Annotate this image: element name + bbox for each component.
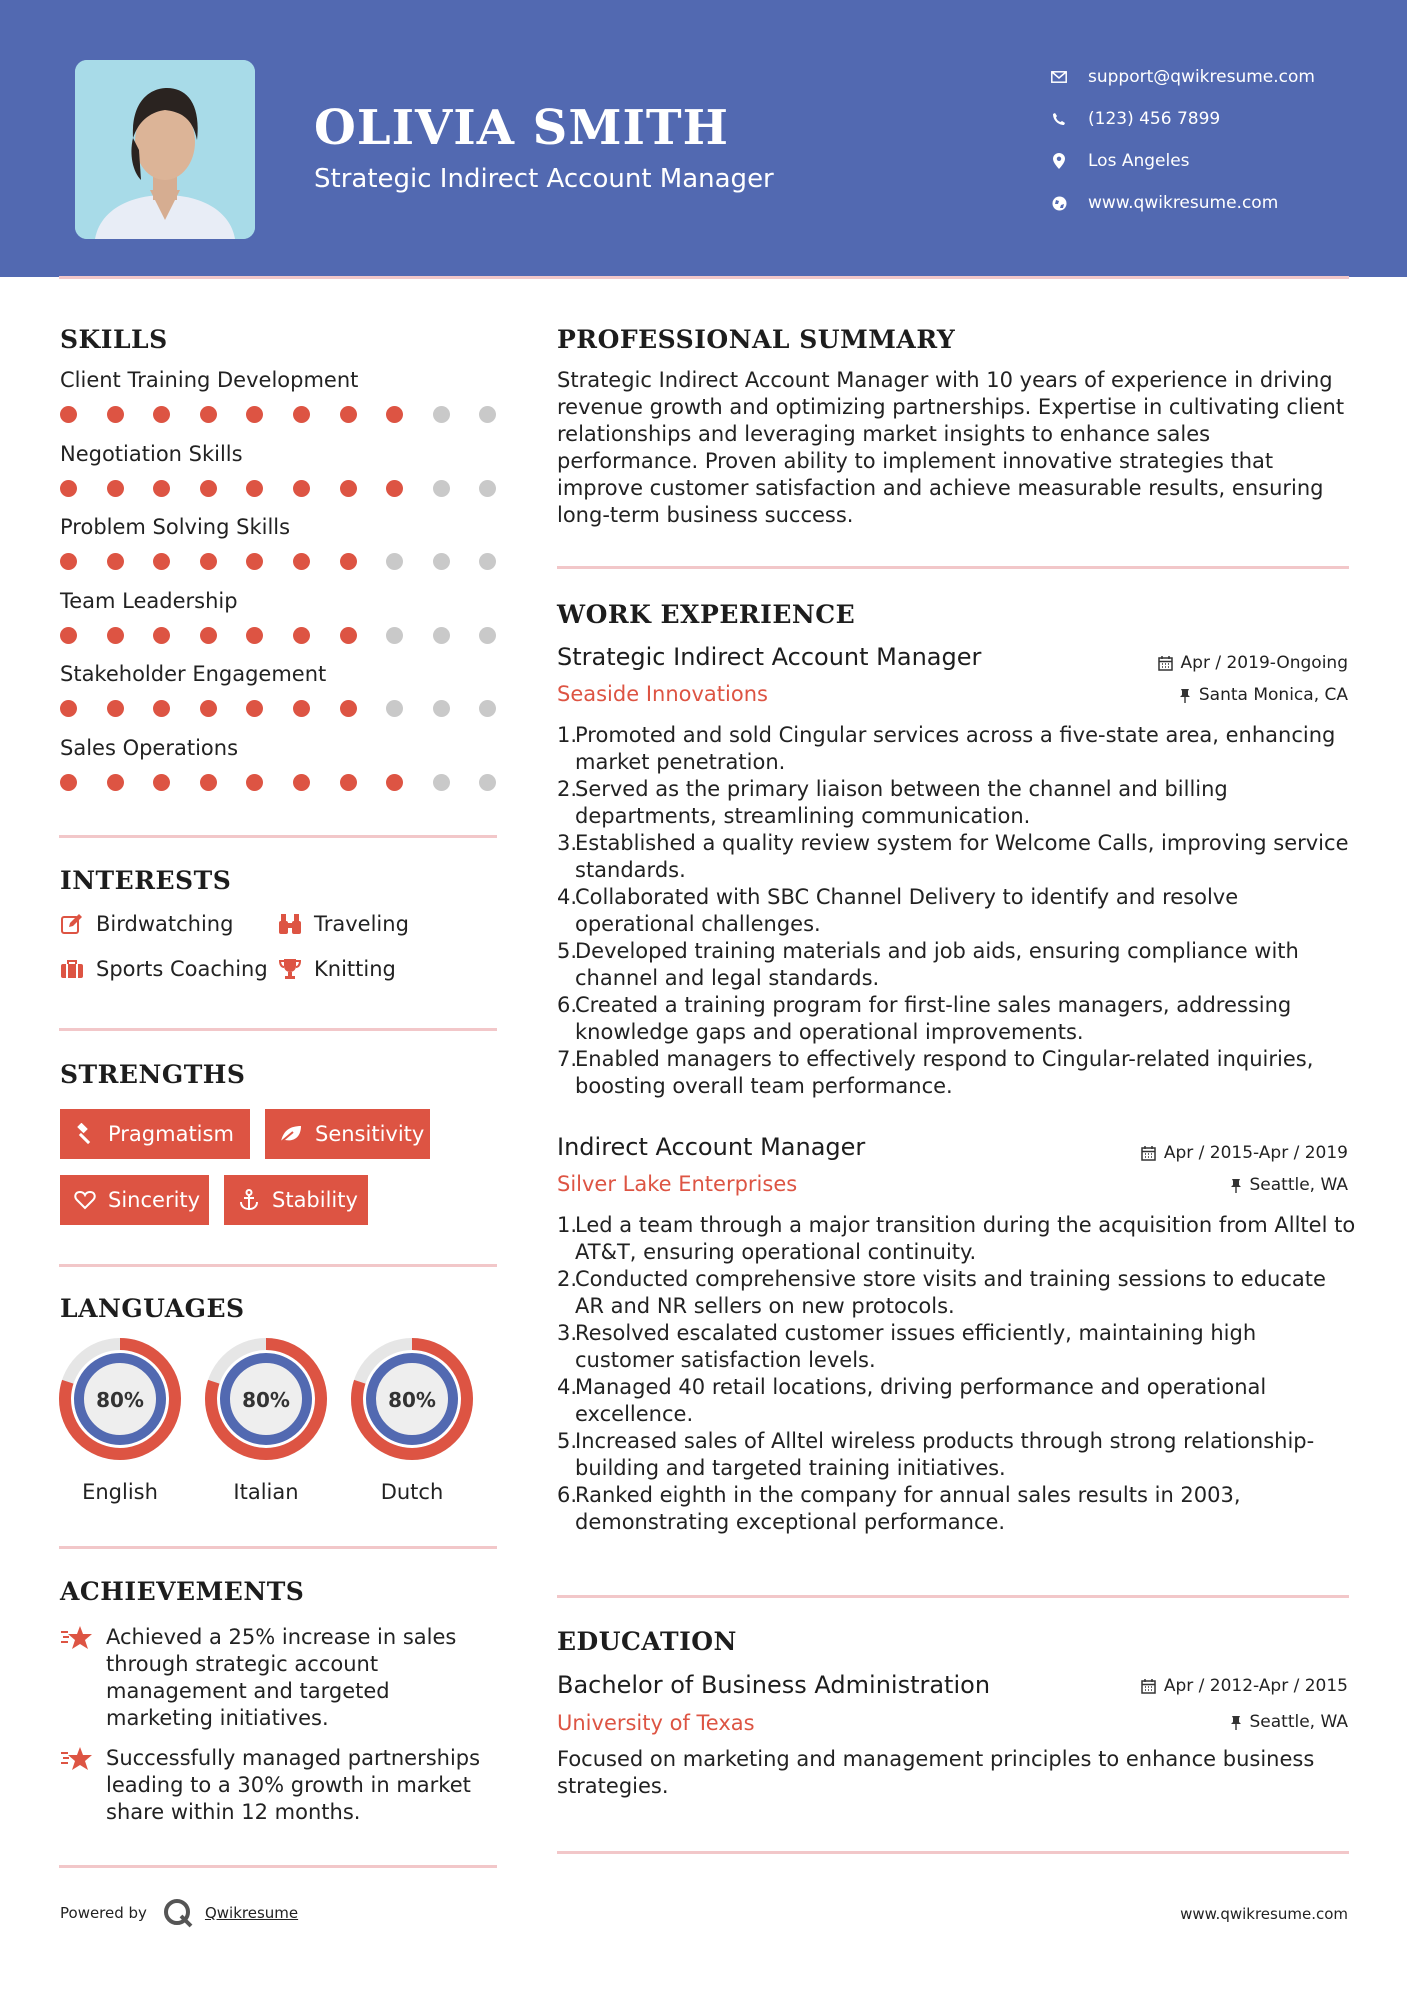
job-dates-text: Apr / 2015-Apr / 2019 <box>1163 1143 1348 1163</box>
skills-heading: SKILLS <box>60 325 168 354</box>
trophy-icon <box>278 957 302 981</box>
gavel-icon <box>74 1123 96 1145</box>
rating-dot <box>60 480 77 497</box>
rating-dot <box>246 700 263 717</box>
rating-dot <box>60 627 77 644</box>
language-item <box>59 1338 181 1504</box>
bullet-number: 6. <box>557 1483 578 1507</box>
rating-dot <box>153 553 170 570</box>
skill-rating <box>60 480 526 497</box>
briefcase-icon <box>60 957 84 981</box>
powered-by-text: Powered by <box>60 1904 147 1922</box>
binoculars-icon <box>278 912 302 936</box>
language-gauge <box>59 1338 181 1460</box>
education-location-text: Seattle, WA <box>1249 1712 1348 1732</box>
job-bullets <box>557 1212 1357 1536</box>
map-pin-icon <box>1048 153 1070 169</box>
interest-birdwatching <box>60 912 233 936</box>
bullet-number: 7. <box>557 1047 578 1071</box>
rating-dot <box>200 406 217 423</box>
achievement-text: Successfully managed partnerships leading to a 30% growth in market share within 12 months. <box>106 1746 481 1824</box>
skill-rating <box>60 406 526 423</box>
bullet-text: Increased sales of Alltel wireless products through strong relationship-building and targeted training initiatives. <box>575 1429 1315 1480</box>
education-dates <box>1141 1676 1348 1696</box>
rating-dot <box>200 480 217 497</box>
candidate-title: Strategic Indirect Account Manager <box>314 164 774 194</box>
bullet-text: Enabled managers to effectively respond to Cingular-related inquiries, boosting overall team performance. <box>575 1047 1314 1098</box>
bullet-text: Managed 40 retail locations, driving performance and operational excellence. <box>575 1375 1267 1426</box>
languages-heading: LANGUAGES <box>60 1294 245 1323</box>
rating-dot <box>153 700 170 717</box>
rating-dot <box>153 406 170 423</box>
school-name: University of Texas <box>557 1711 755 1735</box>
job-bullet <box>557 1482 1357 1536</box>
contact-location <box>1048 140 1315 182</box>
rating-dot <box>107 700 124 717</box>
rating-dot <box>386 480 403 497</box>
rating-dot <box>340 480 357 497</box>
rating-dot <box>60 553 77 570</box>
rating-dot <box>433 406 450 423</box>
education-divider <box>557 1851 1349 1854</box>
achievement-item <box>60 1624 486 1732</box>
bullet-text: Established a quality review system for Welcome Calls, improving service standards. <box>575 831 1349 882</box>
candidate-name: OLIVIA SMITH <box>314 100 729 156</box>
rating-dot <box>246 480 263 497</box>
language-item <box>205 1338 327 1504</box>
strength-label: Pragmatism <box>108 1122 234 1146</box>
rating-dot <box>293 406 310 423</box>
job-bullet <box>557 938 1357 992</box>
bullet-text: Developed training materials and job aids, ensuring compliance with channel and legal standards. <box>575 939 1299 990</box>
rating-dot <box>386 553 403 570</box>
rating-dot <box>386 627 403 644</box>
job-bullet <box>557 722 1357 776</box>
rating-dot <box>340 627 357 644</box>
contact-website[interactable] <box>1048 182 1315 224</box>
calendar-icon <box>1141 1146 1156 1161</box>
summary-heading: PROFESSIONAL SUMMARY <box>557 325 956 354</box>
rating-dot <box>200 553 217 570</box>
skill-label: Stakeholder Engagement <box>60 662 327 686</box>
education-description: Focused on marketing and management principles to enhance business strategies. <box>557 1747 1315 1798</box>
bullet-number: 5. <box>557 939 578 963</box>
rating-dot <box>293 774 310 791</box>
job-title: Indirect Account Manager <box>557 1133 866 1161</box>
qwikresume-link[interactable]: Qwikresume <box>204 1904 299 1922</box>
skill-rating <box>60 700 526 717</box>
job-dates <box>1141 1143 1348 1163</box>
rating-dot <box>340 553 357 570</box>
contact-phone[interactable] <box>1048 98 1315 140</box>
achievements-heading: ACHIEVEMENTS <box>60 1577 305 1606</box>
skill-label: Sales Operations <box>60 735 239 760</box>
rating-dot <box>433 627 450 644</box>
calendar-icon <box>1141 1679 1156 1694</box>
skill-rating <box>60 627 526 644</box>
skills-divider <box>59 835 497 838</box>
skill-label: Negotiation Skills <box>60 441 243 466</box>
job-bullet <box>557 992 1357 1046</box>
interest-traveling <box>278 912 409 936</box>
interest-sports-coaching <box>60 957 268 981</box>
interest-label: Sports Coaching <box>96 957 268 981</box>
bullet-text: Collaborated with SBC Channel Delivery to identify and resolve operational challenges. <box>575 885 1239 936</box>
skill-rating <box>60 774 526 791</box>
bullet-number: 3. <box>557 831 578 855</box>
rating-dot <box>433 480 450 497</box>
job-company: Silver Lake Enterprises <box>557 1172 798 1196</box>
interest-label: Birdwatching <box>96 912 234 936</box>
language-gauge <box>205 1338 327 1460</box>
contact-list <box>1048 56 1315 224</box>
job-bullet <box>557 1212 1357 1266</box>
rating-dot <box>107 553 124 570</box>
job-bullet <box>557 1266 1357 1320</box>
strength-stability <box>224 1175 368 1225</box>
bullet-text: Promoted and sold Cingular services across a five-state area, enhancing market penetration. <box>575 723 1336 774</box>
bullet-text: Resolved escalated customer issues efficiently, maintaining high customer satisfaction levels. <box>575 1321 1257 1372</box>
contact-email[interactable] <box>1048 56 1315 98</box>
rating-dot <box>340 700 357 717</box>
rating-dot <box>479 700 496 717</box>
bullet-text: Created a training program for first-line sales managers, addressing knowledge gaps and operational improvements. <box>575 993 1292 1044</box>
rating-dot <box>246 627 263 644</box>
globe-icon <box>1048 196 1070 211</box>
star-badge-icon <box>60 1624 96 1732</box>
pushpin-icon <box>1179 688 1191 703</box>
bullet-text: Ranked eighth in the company for annual sales results in 2003, demonstrating exceptional performance. <box>575 1483 1241 1534</box>
qwikresume-logo-icon <box>163 1898 193 1928</box>
location-text: Los Angeles <box>1088 151 1190 171</box>
email-text[interactable]: support@qwikresume.com <box>1088 67 1315 87</box>
rating-dot <box>107 480 124 497</box>
achievement-text: Achieved a 25% increase in sales through strategic account management and targeted marketing initiatives. <box>106 1625 457 1730</box>
skill-label: Client Training Development <box>60 368 359 392</box>
bullet-number: 3. <box>557 1321 578 1345</box>
resume-header <box>0 0 1407 277</box>
star-badge-icon <box>60 1745 96 1826</box>
pushpin-icon <box>1230 1178 1242 1193</box>
job-location-text: Santa Monica, CA <box>1198 685 1348 705</box>
rating-dot <box>246 774 263 791</box>
language-label: Italian <box>233 1480 299 1504</box>
rating-dot <box>433 774 450 791</box>
rating-dot <box>293 553 310 570</box>
phone-icon <box>1048 112 1070 126</box>
job-dates <box>1158 653 1348 673</box>
bullet-number: 2. <box>557 777 578 801</box>
interests-divider <box>59 1028 497 1031</box>
strength-label: Stability <box>272 1188 358 1212</box>
rating-dot <box>340 774 357 791</box>
job-title: Strategic Indirect Account Manager <box>557 643 982 671</box>
rating-dot <box>107 627 124 644</box>
job-bullet <box>557 1320 1357 1374</box>
rating-dot <box>60 774 77 791</box>
experience-heading: WORK EXPERIENCE <box>557 600 856 629</box>
degree-title: Bachelor of Business Administration <box>557 1671 991 1699</box>
job-location <box>1230 1175 1349 1195</box>
interest-label: Traveling <box>314 912 409 936</box>
rating-dot <box>60 406 77 423</box>
rating-dot <box>479 406 496 423</box>
strength-sincerity <box>60 1175 209 1225</box>
job-location-text: Seattle, WA <box>1249 1175 1348 1195</box>
job-bullet <box>557 830 1357 884</box>
website-text[interactable]: www.qwikresume.com <box>1088 193 1279 213</box>
rating-dot <box>153 774 170 791</box>
strengths-heading: STRENGTHS <box>60 1060 246 1089</box>
experience-divider <box>557 1595 1349 1598</box>
achievement-item <box>60 1745 486 1826</box>
rating-dot <box>200 627 217 644</box>
rating-dot <box>386 700 403 717</box>
rating-dot <box>479 553 496 570</box>
bullet-number: 1. <box>557 1213 578 1237</box>
skill-label: Problem Solving Skills <box>60 515 291 539</box>
rating-dot <box>479 627 496 644</box>
job-bullet <box>557 884 1357 938</box>
rating-dot <box>200 700 217 717</box>
skill-rating <box>60 553 526 570</box>
rating-dot <box>340 406 357 423</box>
bullet-text: Conducted comprehensive store visits and training sessions to educate AR and NR sellers on new protocols. <box>575 1267 1326 1318</box>
job-dates-text: Apr / 2019-Ongoing <box>1180 653 1348 673</box>
job-bullet <box>557 1428 1357 1482</box>
bullet-number: 6. <box>557 993 578 1017</box>
job-company: Seaside Innovations <box>557 682 768 706</box>
calendar-icon <box>1158 656 1173 671</box>
language-percent: 80% <box>242 1388 290 1412</box>
bullet-number: 5. <box>557 1429 578 1453</box>
heart-icon <box>74 1190 96 1210</box>
leaf-icon <box>279 1124 303 1144</box>
strength-label: Sensitivity <box>315 1122 425 1146</box>
anchor-icon <box>238 1189 260 1211</box>
rating-dot <box>479 480 496 497</box>
job-bullet <box>557 1374 1357 1428</box>
rating-dot <box>433 553 450 570</box>
rating-dot <box>293 627 310 644</box>
language-percent: 80% <box>96 1388 144 1412</box>
language-item <box>351 1338 473 1504</box>
footer-website[interactable]: www.qwikresume.com <box>1180 1905 1348 1923</box>
language-label: Dutch <box>380 1480 444 1504</box>
achievements-divider <box>59 1865 497 1868</box>
rating-dot <box>479 774 496 791</box>
rating-dot <box>293 700 310 717</box>
language-gauge <box>351 1338 473 1460</box>
pushpin-icon <box>1230 1715 1242 1730</box>
summary-divider <box>557 566 1349 569</box>
job-bullets <box>557 722 1357 1100</box>
footer-powered-by <box>60 1898 298 1928</box>
strength-pragmatism <box>60 1109 250 1159</box>
rating-dot <box>433 700 450 717</box>
education-location <box>1230 1712 1349 1732</box>
strength-label: Sincerity <box>108 1188 201 1212</box>
languages-divider <box>59 1546 497 1549</box>
job-bullet <box>557 776 1357 830</box>
education-dates-text: Apr / 2012-Apr / 2015 <box>1163 1676 1348 1696</box>
bullet-text: Led a team through a major transition during the acquisition from Alltel to AT&T, ensuring operational continuity. <box>575 1213 1356 1264</box>
header-divider <box>59 276 1349 279</box>
bullet-text: Served as the primary liaison between the channel and billing departments, streamlining communication. <box>575 777 1228 828</box>
rating-dot <box>107 774 124 791</box>
rating-dot <box>246 553 263 570</box>
strengths-divider <box>59 1264 497 1267</box>
interest-knitting <box>278 957 396 981</box>
rating-dot <box>153 480 170 497</box>
language-percent: 80% <box>388 1388 436 1412</box>
bullet-number: 1. <box>557 723 578 747</box>
bullet-number: 4. <box>557 885 578 909</box>
rating-dot <box>107 406 124 423</box>
bullet-number: 2. <box>557 1267 578 1291</box>
envelope-icon <box>1048 71 1070 83</box>
education-heading: EDUCATION <box>557 1627 737 1656</box>
job-bullet <box>557 1046 1357 1100</box>
rating-dot <box>153 627 170 644</box>
rating-dot <box>386 406 403 423</box>
rating-dot <box>246 406 263 423</box>
language-label: English <box>82 1480 158 1504</box>
interest-label: Knitting <box>314 957 396 981</box>
strength-sensitivity <box>265 1109 430 1159</box>
phone-text[interactable]: (123) 456 7899 <box>1088 109 1221 129</box>
rating-dot <box>60 700 77 717</box>
rating-dot <box>200 774 217 791</box>
skill-label: Team Leadership <box>60 588 238 613</box>
job-location <box>1179 685 1348 705</box>
profile-photo <box>75 60 255 239</box>
interests-heading: INTERESTS <box>60 866 232 895</box>
rating-dot <box>293 480 310 497</box>
summary-text: Strategic Indirect Account Manager with 10 years of experience in driving revenue growth and optimizing partnerships. Expertise in cultivating client relationships and leveraging market insights to enhance sales performance. Proven ability to implement innovative strategies that improve customer satisfaction and achieve measurable results, ensuring long-term business success. <box>557 368 1345 527</box>
bullet-number: 4. <box>557 1375 578 1399</box>
pencil-square-icon <box>60 912 84 936</box>
rating-dot <box>386 774 403 791</box>
